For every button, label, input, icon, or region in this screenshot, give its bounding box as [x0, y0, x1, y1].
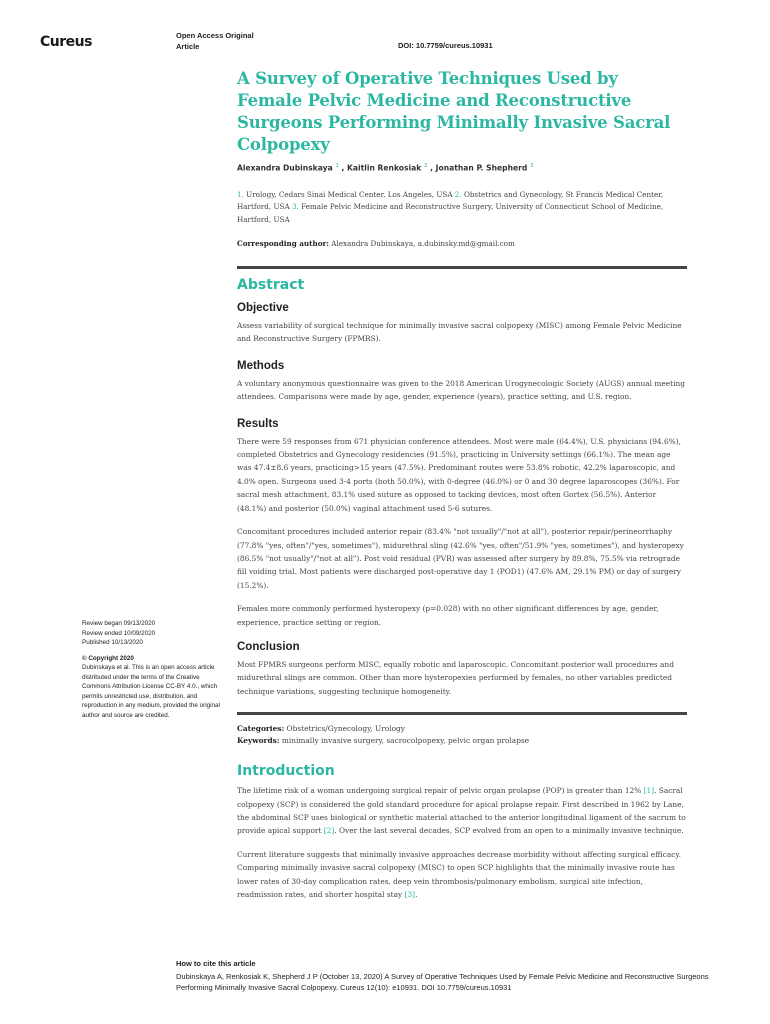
affil-num: 1.: [237, 189, 244, 199]
methods-heading: Methods: [237, 359, 285, 372]
review-began: Review began 09/13/2020: [82, 620, 156, 627]
intro-text: The lifetime risk of a woman undergoing surgical repair of pelvic organ prolapse (POP) is greater than 12%: [237, 786, 644, 796]
objective-heading: Objective: [237, 302, 289, 315]
categories-keywords: [237, 723, 687, 747]
citation-link[interactable]: [2]: [323, 826, 335, 836]
objective-text: Assess variability of surgical technique for minimally invasive sacral colpopexy (MISC) among Female Pelvic Medicine and Reconstructive Surgery (FPMRS).: [237, 321, 682, 344]
affil-num: 2.: [454, 189, 462, 199]
categories: [237, 723, 687, 735]
journal-logo: Cureus: [40, 34, 92, 50]
results-heading: Results: [237, 417, 279, 430]
affil-text: Obstetrics and Gynecology, St Francis Medical Center, Hartford, USA: [237, 189, 664, 212]
corresponding-text[interactable]: Alexandra Dubinskaya, a.dubinsky.md@gmail.com: [328, 239, 515, 249]
citation-heading: How to cite this article: [176, 959, 256, 968]
article-type-line1: Open Access Original: [176, 31, 254, 40]
section-divider: [237, 712, 687, 715]
citation-link[interactable]: [1]: [643, 786, 655, 796]
keywords-text: minimally invasive surgery, sacrocolpopexy, pelvic organ prolapse: [279, 736, 530, 746]
methods-text: A voluntary anonymous questionnaire was given to the 2018 American Urogynecologic Society (AUGS) annual meeting attendees. Comparisons were made by age, gender, experience (years), practice setting, and U.S. region.: [237, 378, 685, 402]
main-column: [237, 68, 687, 901]
corresponding-author: [237, 239, 687, 248]
affil-text: Urology, Cedars Sinai Medical Center, Los Angeles, USA: [243, 189, 455, 199]
author-affil-ref: 3: [530, 163, 534, 169]
results-text-3: Females more commonly performed hysteropexy (p=0.028) with no other significant differences by age, gender, experience, practice setting or region.: [237, 604, 659, 627]
doi-label[interactable]: DOI: 10.7759/cureus.10931: [398, 41, 493, 50]
affil-num: 3.: [291, 202, 299, 212]
copyright-text: Dubinskaya et al. This is an open access article distributed under the terms of the Creative Commons Attribution License CC-BY 4.0., which permits unrestricted use, distribution, and reproduction in any medium, provided the original author and source are credited.: [82, 664, 220, 719]
categories-text[interactable]: Obstetrics/Gynecology, Urology: [284, 724, 405, 734]
author-affil-ref: 2: [423, 163, 428, 169]
introduction-text-1: [237, 784, 687, 838]
affil-text: Female Pelvic Medicine and Reconstructive Surgery, University of Connecticut School of Medicine, Hartford, USA: [237, 202, 664, 224]
author-name[interactable]: Kaitlin Renkosiak: [347, 163, 422, 173]
corresponding-label: Corresponding author:: [237, 239, 329, 249]
intro-text: .: [415, 890, 418, 899]
abstract-heading: Abstract: [237, 277, 305, 294]
citation-link[interactable]: [3]: [404, 890, 416, 899]
conclusion-heading: Conclusion: [237, 640, 300, 653]
results-text-2: Concomitant procedures included anterior repair (83.4% "not usually"/"not at all"), posterior repair/perineorrhaphy (77.8% "yes, often"/"yes, sometimes"), midurethral sling (42.6% "yes, often"/51.9% "yes, sometimes"), and hysteropexy (86.5% "not usually"/"not at all"). Post void residual (PVR) was assessed after surgery by 89.8%, 75.5% via retrograde fill voiding trial. Most patients were discharged post-operative day 1 (POD1) (47.6% AM, 29.1% PM) or day of surgery (15.2%).: [237, 527, 684, 590]
categories-label: Categories:: [237, 724, 285, 734]
author-list: Alexandra Dubinskaya $^1$ , Kaitlin Renkosiak $^2$ , Jonathan P. Shepherd $^3$: [237, 163, 534, 173]
author-name[interactable]: Alexandra Dubinskaya: [237, 163, 333, 173]
intro-text: Current literature suggests that minimally invasive approaches decrease morbidity without affecting surgical efficacy. Comparing minimally invasive sacral colpopexy (MISC) to open SCP highlights that the minimally invasive route has lower rates of 30-day complication rates, deep vein thrombosis/pulmonary embolism, surgical site infection, readmission rates, and shorter hospital stay: [237, 849, 681, 899]
review-ended: Review ended 10/09/2020: [82, 629, 156, 637]
keywords: [237, 735, 687, 747]
results-text-1: There were 59 responses from 671 physician conference attendees. Most were male (64.4%), U.S. physicians (94.6%), completed Obstetrics and Gynecology residencies (91.5%), practicing in University settings (66.1%). The mean age was 47.4±8.6 years, practicing>15 years (47.5%). Predominant routes were 53.8% robotic, 42.2% laparoscopic, and 4.0% open. Surgeons used 3-4 ports (both 50.0%), with 0-degree (46.0%) or 0 and 30 degree laparoscopes (36%). For sacral mesh attachment, 83.1% used suture as opposed to tacking devices, most often Gortex (56.5%). Anterior (48.1%) and posterior (50.0%) vaginal attachment used 5-6 sutures.: [237, 436, 681, 513]
article-type-line2: Article: [176, 42, 200, 51]
conclusion-text: Most FPMRS surgeons perform MISC, equally robotic and laparoscopic. Concomitant posterior wall procedures and midurethral slings are common. Other than more hysteropexies performed by females, no other variables predicted technique variations, suggesting technique homogeneity.: [237, 659, 674, 696]
article-type: [176, 30, 254, 52]
affiliations: [237, 189, 687, 227]
publication-sidebar: [82, 619, 222, 720]
keywords-label: Keywords:: [237, 736, 280, 746]
citation-text: Dubinskaya A, Renkosiak K, Shepherd J P (October 13, 2020) A Survey of Operative Techniques Used by Female Pelvic Medicine and Reconstructive Surgeons Performing Minimally Invasive Sacral Colpopexy. Cureus 12(10): e10931. DOI 10.7759/cureus.10931: [176, 972, 709, 992]
intro-text: . Sacral colpopexy (SCP) is considered the gold standard procedure for apical prolapse repair. First described in 1962 by Lane, the abdominal SCP uses biological or synthetic material attached to the anterior longitudinal ligament of the sacrum to provide apical support: [237, 786, 686, 836]
published-date: Published 10/13/2020: [82, 639, 143, 646]
article-title: A Survey of Operative Techniques Used by Female Pelvic Medicine and Reconstructive Surgeons Performing Minimally Invasive Sacral Colpopexy: [237, 69, 671, 154]
author-name[interactable]: Jonathan P. Shepherd: [435, 163, 528, 173]
copyright-heading: © Copyright 2020: [82, 654, 134, 662]
author-affil-ref: 1: [335, 163, 339, 169]
introduction-heading: Introduction: [237, 763, 335, 780]
citation-footer: [176, 958, 736, 993]
intro-text: . Over the last several decades, SCP evolved from an open to a minimally invasive technique.: [334, 826, 684, 836]
section-divider: [237, 266, 687, 269]
introduction-text-2: [237, 848, 687, 902]
